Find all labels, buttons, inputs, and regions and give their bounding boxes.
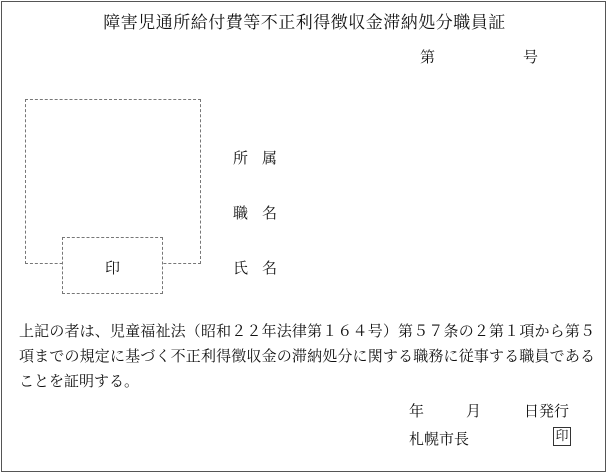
- affiliation-label: 所属: [233, 149, 292, 167]
- issue-month-label: 月: [466, 402, 482, 420]
- photo-seal-label: 印: [104, 259, 120, 277]
- certificate-number-suffix: 号: [523, 48, 539, 66]
- name-label: 氏名: [233, 259, 292, 277]
- certificate-number-prefix: 第: [420, 48, 436, 66]
- issue-day-label: 日発行: [524, 402, 570, 420]
- certification-statement: 上記の者は、児童福祉法（昭和２２年法律第１６４号）第５７条の２第１項から第５項までの規定に基づく不正利得徴収金の滞納処分に関する職務に従事する職員であることを証明する。: [19, 322, 595, 390]
- position-label: 職名: [233, 204, 292, 222]
- issuer-name: 札幌市長: [409, 430, 470, 448]
- issue-year-label: 年: [409, 402, 425, 420]
- document-title: 障害児通所給付費等不正利得徴収金滞納処分職員証: [103, 13, 506, 33]
- issuer-seal-stamp: 印: [553, 427, 571, 446]
